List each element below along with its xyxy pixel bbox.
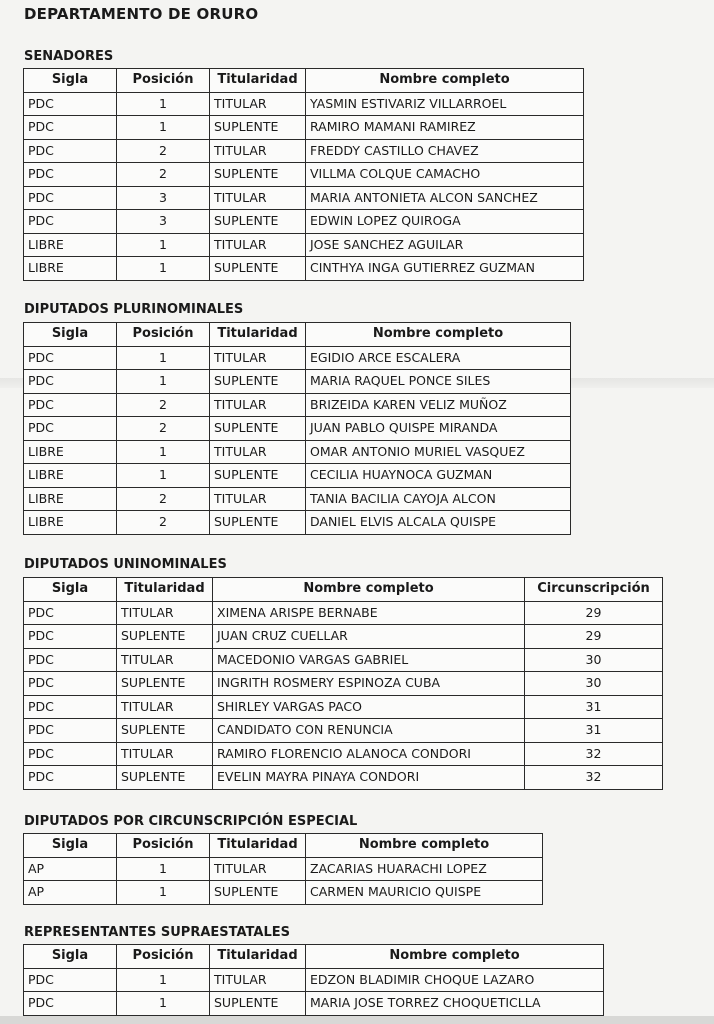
table-cell: CANDIDATO CON RENUNCIA <box>213 719 525 743</box>
table-cell: SUPLENTE <box>210 370 306 394</box>
table-row <box>24 968 604 992</box>
table-cell: TITULAR <box>210 139 306 163</box>
table-cell: LIBRE <box>24 464 117 488</box>
table-row <box>24 346 571 370</box>
table-cell: 2 <box>117 487 210 511</box>
table-row <box>24 648 663 672</box>
table-cell: SUPLENTE <box>210 116 306 140</box>
table-cell: SUPLENTE <box>117 672 213 696</box>
table-row <box>24 393 571 417</box>
table-cell: SUPLENTE <box>210 511 306 535</box>
table-cell: PDC <box>24 417 117 441</box>
table-cell: TITULAR <box>117 695 213 719</box>
table-cell: 1 <box>117 881 210 905</box>
table-cell: LIBRE <box>24 511 117 535</box>
table-cell: TITULAR <box>117 601 213 625</box>
column-header: Posición <box>117 945 210 969</box>
table-cell: SUPLENTE <box>210 257 306 281</box>
table-cell: LIBRE <box>24 233 117 257</box>
table-cell: PDC <box>24 625 117 649</box>
column-header: Titularidad <box>117 578 213 602</box>
table-header-row <box>24 323 571 347</box>
table-cell: PDC <box>24 648 117 672</box>
table-cell: PDC <box>24 742 117 766</box>
column-header: Nombre completo <box>306 945 604 969</box>
table-cell: PDC <box>24 346 117 370</box>
column-header: Sigla <box>24 323 117 347</box>
table-cell: SUPLENTE <box>117 766 213 790</box>
table-cell: PDC <box>24 695 117 719</box>
table-cell: 1 <box>117 116 210 140</box>
table-cell: RAMIRO FLORENCIO ALANOCA CONDORI <box>213 742 525 766</box>
table-cell: 31 <box>525 719 663 743</box>
column-header: Titularidad <box>210 69 306 93</box>
table-row <box>24 742 663 766</box>
table-cell: PDC <box>24 370 117 394</box>
table-cell: DANIEL ELVIS ALCALA QUISPE <box>306 511 571 535</box>
table-cell: TITULAR <box>210 393 306 417</box>
table-header-row <box>24 834 543 858</box>
table-cell: TANIA BACILIA CAYOJA ALCON <box>306 487 571 511</box>
table-row <box>24 487 571 511</box>
table-cell: 1 <box>117 370 210 394</box>
table-cell: MACEDONIO VARGAS GABRIEL <box>213 648 525 672</box>
table-row <box>24 370 571 394</box>
table-cell: EDWIN LOPEZ QUIROGA <box>306 210 584 234</box>
table-cell: LIBRE <box>24 440 117 464</box>
table-row <box>24 464 571 488</box>
table-cell: TITULAR <box>210 346 306 370</box>
table-cell: SUPLENTE <box>210 163 306 187</box>
table-cell: AP <box>24 881 117 905</box>
table-cell: PDC <box>24 766 117 790</box>
table-cell: PDC <box>24 116 117 140</box>
table-cell: CINTHYA INGA GUTIERREZ GUZMAN <box>306 257 584 281</box>
table-cell: TITULAR <box>210 92 306 116</box>
table-cell: XIMENA ARISPE BERNABE <box>213 601 525 625</box>
table-cell: PDC <box>24 719 117 743</box>
table-cell: SUPLENTE <box>117 719 213 743</box>
table-cell: 30 <box>525 648 663 672</box>
table-cell: 2 <box>117 393 210 417</box>
table-plurinominales <box>23 322 571 535</box>
table-cell: 1 <box>117 857 210 881</box>
section-title-uninominales: DIPUTADOS UNINOMINALES <box>24 557 227 572</box>
column-header: Circunscripción <box>525 578 663 602</box>
table-cell: 2 <box>117 511 210 535</box>
table-senadores <box>23 68 584 281</box>
table-cell: SUPLENTE <box>117 625 213 649</box>
table-cell: SUPLENTE <box>210 210 306 234</box>
table-cell: CARMEN MAURICIO QUISPE <box>306 881 543 905</box>
table-cell: RAMIRO MAMANI RAMIREZ <box>306 116 584 140</box>
table-cell: TITULAR <box>117 648 213 672</box>
table-cell: PDC <box>24 186 117 210</box>
table-row <box>24 210 584 234</box>
section-title-plurinominales: DIPUTADOS PLURINOMINALES <box>24 302 244 317</box>
table-row <box>24 440 571 464</box>
table-row <box>24 881 543 905</box>
table-cell: TITULAR <box>210 487 306 511</box>
table-row <box>24 417 571 441</box>
document-title: DEPARTAMENTO DE ORURO <box>24 5 259 23</box>
section-title-supraestatales: REPRESENTANTES SUPRAESTATALES <box>24 925 290 940</box>
table-cell: PDC <box>24 672 117 696</box>
table-cell: OMAR ANTONIO MURIEL VASQUEZ <box>306 440 571 464</box>
column-header: Nombre completo <box>306 69 584 93</box>
table-cell: 3 <box>117 210 210 234</box>
table-row <box>24 695 663 719</box>
table-uninominales <box>23 577 663 790</box>
table-header-row <box>24 69 584 93</box>
column-header: Nombre completo <box>213 578 525 602</box>
table-cell: SHIRLEY VARGAS PACO <box>213 695 525 719</box>
table-cell: TITULAR <box>117 742 213 766</box>
table-cell: 2 <box>117 417 210 441</box>
table-cell: PDC <box>24 968 117 992</box>
table-row <box>24 992 604 1016</box>
column-header: Titularidad <box>210 323 306 347</box>
table-cell: TITULAR <box>210 857 306 881</box>
table-cell: 32 <box>525 742 663 766</box>
section-title-especial: DIPUTADOS POR CIRCUNSCRIPCIÓN ESPECIAL <box>24 814 358 829</box>
table-cell: 1 <box>117 346 210 370</box>
table-header-row <box>24 945 604 969</box>
table-cell: BRIZEIDA KAREN VELIZ MUÑOZ <box>306 393 571 417</box>
table-row <box>24 857 543 881</box>
table-cell: EGIDIO ARCE ESCALERA <box>306 346 571 370</box>
table-cell: 29 <box>525 601 663 625</box>
column-header: Sigla <box>24 945 117 969</box>
table-cell: 1 <box>117 992 210 1016</box>
table-cell: YASMIN ESTIVARIZ VILLARROEL <box>306 92 584 116</box>
column-header: Posición <box>117 323 210 347</box>
table-cell: FREDDY CASTILLO CHAVEZ <box>306 139 584 163</box>
table-especial <box>23 833 543 905</box>
table-cell: PDC <box>24 601 117 625</box>
table-cell: SUPLENTE <box>210 464 306 488</box>
table-cell: PDC <box>24 210 117 234</box>
column-header: Sigla <box>24 69 117 93</box>
column-header: Nombre completo <box>306 323 571 347</box>
table-cell: ZACARIAS HUARACHI LOPEZ <box>306 857 543 881</box>
table-cell: JOSE SANCHEZ AGUILAR <box>306 233 584 257</box>
table-cell: CECILIA HUAYNOCA GUZMAN <box>306 464 571 488</box>
table-cell: PDC <box>24 92 117 116</box>
table-row <box>24 601 663 625</box>
column-header: Sigla <box>24 834 117 858</box>
table-cell: 31 <box>525 695 663 719</box>
table-cell: SUPLENTE <box>210 881 306 905</box>
column-header: Titularidad <box>210 834 306 858</box>
table-cell: 2 <box>117 139 210 163</box>
table-row <box>24 719 663 743</box>
table-cell: EDZON BLADIMIR CHOQUE LAZARO <box>306 968 604 992</box>
table-cell: 32 <box>525 766 663 790</box>
table-cell: JUAN PABLO QUISPE MIRANDA <box>306 417 571 441</box>
table-cell: JUAN CRUZ CUELLAR <box>213 625 525 649</box>
table-header-row <box>24 578 663 602</box>
table-cell: VILLMA COLQUE CAMACHO <box>306 163 584 187</box>
table-cell: LIBRE <box>24 487 117 511</box>
table-cell: 1 <box>117 257 210 281</box>
table-row <box>24 92 584 116</box>
table-cell: LIBRE <box>24 257 117 281</box>
table-cell: PDC <box>24 163 117 187</box>
table-row <box>24 672 663 696</box>
column-header: Posición <box>117 834 210 858</box>
table-cell: 3 <box>117 186 210 210</box>
table-cell: 1 <box>117 92 210 116</box>
table-row <box>24 625 663 649</box>
table-cell: PDC <box>24 992 117 1016</box>
column-header: Posición <box>117 69 210 93</box>
column-header: Titularidad <box>210 945 306 969</box>
column-header: Sigla <box>24 578 117 602</box>
table-cell: 1 <box>117 233 210 257</box>
table-cell: SUPLENTE <box>210 992 306 1016</box>
table-cell: 2 <box>117 163 210 187</box>
table-cell: TITULAR <box>210 968 306 992</box>
table-cell: TITULAR <box>210 186 306 210</box>
table-cell: INGRITH ROSMERY ESPINOZA CUBA <box>213 672 525 696</box>
table-row <box>24 766 663 790</box>
table-row <box>24 116 584 140</box>
table-cell: 29 <box>525 625 663 649</box>
table-cell: TITULAR <box>210 440 306 464</box>
table-cell: AP <box>24 857 117 881</box>
table-cell: 1 <box>117 464 210 488</box>
table-cell: EVELIN MAYRA PINAYA CONDORI <box>213 766 525 790</box>
column-header: Nombre completo <box>306 834 543 858</box>
table-cell: 1 <box>117 440 210 464</box>
table-cell: PDC <box>24 139 117 163</box>
table-row <box>24 163 584 187</box>
table-cell: PDC <box>24 393 117 417</box>
table-row <box>24 233 584 257</box>
table-cell: SUPLENTE <box>210 417 306 441</box>
table-cell: TITULAR <box>210 233 306 257</box>
table-row <box>24 139 584 163</box>
table-cell: MARIA RAQUEL PONCE SILES <box>306 370 571 394</box>
table-row <box>24 186 584 210</box>
table-cell: MARIA ANTONIETA ALCON SANCHEZ <box>306 186 584 210</box>
section-title-senadores: SENADORES <box>24 49 114 64</box>
table-cell: 30 <box>525 672 663 696</box>
table-cell: MARIA JOSE TORREZ CHOQUETICLLA <box>306 992 604 1016</box>
table-row <box>24 511 571 535</box>
table-supraestatales <box>23 944 604 1016</box>
scan-bottom-edge <box>0 1016 714 1024</box>
table-row <box>24 257 584 281</box>
table-cell: 1 <box>117 968 210 992</box>
